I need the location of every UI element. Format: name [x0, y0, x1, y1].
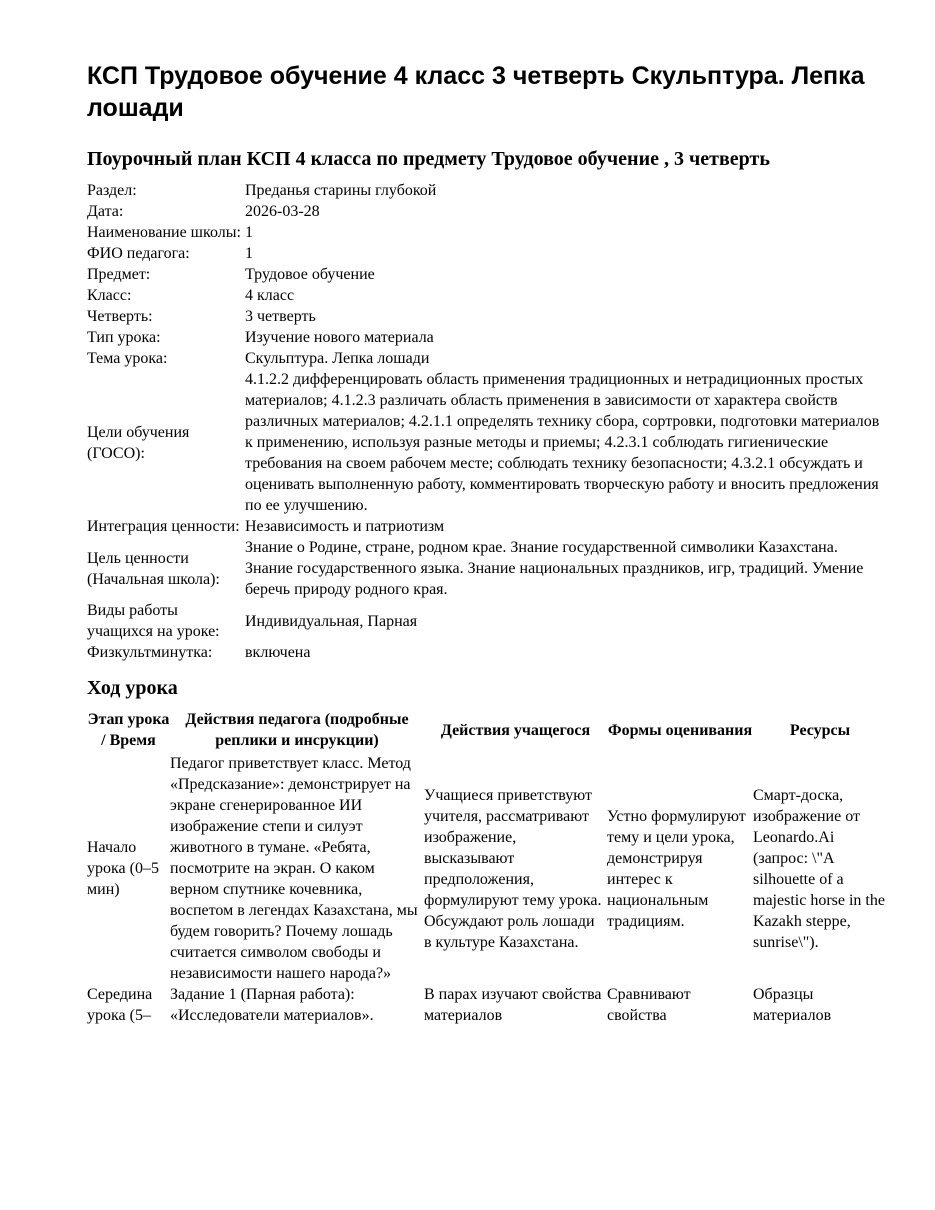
- lesson-steps-table: [87, 709, 887, 1026]
- info-label: Цели обучения (ГОСО):: [87, 423, 190, 462]
- info-value: Изучение нового материала: [245, 329, 434, 346]
- info-label: Дата:: [87, 203, 124, 220]
- table-cell: Устно формулируют тему и цели урока, демонстрируя интерес к национальным традициям.: [607, 807, 746, 930]
- info-row: [87, 516, 887, 537]
- column-header: Действия педагога (подробные реплики и инсрукции): [185, 711, 409, 749]
- info-label: Тип урока:: [87, 329, 161, 346]
- column-header: Формы оценивания: [607, 721, 753, 739]
- info-row: [87, 348, 887, 369]
- info-value: Независимость и патриотизм: [245, 518, 445, 535]
- info-label: Четверть:: [87, 308, 153, 325]
- info-value: Знание о Родине, стране, родном крае. Знание государственной символики Казахстана. Знание государственного языка. Знание национальных праздников, игр, традиций. Умение беречь природу родного края.: [245, 539, 864, 598]
- table-header-row: [87, 709, 887, 753]
- table-cell: Начало урока (0–5 мин): [87, 839, 159, 898]
- info-row: [87, 327, 887, 348]
- info-value: 1: [245, 224, 253, 241]
- info-value: Преданья старины глубокой: [245, 182, 437, 199]
- info-row: [87, 180, 887, 201]
- info-row: [87, 642, 887, 663]
- page-title: КСП Трудовое обучение 4 класс 3 четверть Скульптура. Лепка лошади: [87, 62, 865, 122]
- table-cell: Сравнивают свойства: [607, 986, 691, 1024]
- info-label: Наименование школы:: [87, 224, 241, 241]
- table-row: [87, 753, 887, 984]
- info-label: Цель ценности (Начальная школа):: [87, 549, 220, 588]
- info-value: 1: [245, 245, 253, 262]
- lesson-info-table: [87, 180, 887, 663]
- table-cell: Педагог приветствует класс. Метод «Предсказание»: демонстрирует на экране сгенерированное ИИ изображение степи и силуэт животного в тумане. «Ребята, посмотрите на экран. О каком верном спутнике кочевника, воспетом в легендах Казахстана, мы будем говорить? Почему лошадь считается символом свободы и независимости нашего народа?»: [170, 755, 418, 982]
- column-header: Ресурсы: [789, 721, 851, 739]
- info-label: ФИО педагога:: [87, 245, 190, 262]
- info-row: [87, 264, 887, 285]
- table-cell: В парах изучают свойства материалов: [424, 986, 602, 1024]
- info-value: 4.1.2.2 дифференцировать область применения традиционных и нетрадиционных простых материалов; 4.1.2.3 различать область применения в зависимости от характера свойств различных материалов; 4.2.1.1 определять технику сбора, сортровки, подготовки материалов к применению, используя разные методы и приемы; 4.2.3.1 соблюдать гигиенические требования на своем рабочем месте; соблюдать технику безопасности; 4.3.2.1 обсуждать и оценивать выполненную работу, комментировать творческую работу и вносить предложения по ее улучшению.: [245, 371, 880, 514]
- info-row: [87, 201, 887, 222]
- plan-subtitle: Поурочный план КСП 4 класса по предмету Трудовое обучение , 3 четверть: [87, 148, 770, 170]
- table-cell: Задание 1 (Парная работа): «Исследователи материалов».: [170, 986, 374, 1024]
- table-cell: Учащиеся приветствуют учителя, рассматривают изображение, высказывают предположения, формулируют тему урока. Обсуждают роль лошади в культуре Казахстана.: [424, 786, 602, 951]
- info-label: Виды работы учащихся на уроке:: [87, 602, 220, 640]
- info-row: [87, 306, 887, 327]
- info-row: [87, 369, 887, 516]
- info-label: Раздел:: [87, 182, 137, 199]
- column-header: Действия учащегося: [440, 721, 591, 739]
- info-value: включена: [245, 644, 311, 661]
- info-value: 4 класс: [245, 287, 295, 304]
- info-row: [87, 285, 887, 306]
- info-label: Предмет:: [87, 266, 151, 283]
- info-value: Скульптура. Лепка лошади: [245, 350, 430, 367]
- table-cell: Смарт-доска, изображение от Leonardo.Ai (запрос: \"A silhouette of a majestic horse in the Kazakh steppe, sunrise\").: [753, 786, 885, 951]
- table-cell: Образцы материалов: [753, 986, 832, 1024]
- info-row: [87, 600, 887, 642]
- column-header: Этап урока / Время: [87, 711, 170, 749]
- info-value: Индивидуальная, Парная: [245, 612, 418, 630]
- lesson-flow-heading: Ход урока: [87, 677, 178, 699]
- document-page: [87, 60, 887, 1026]
- info-value: Трудовое обучение: [245, 266, 375, 283]
- table-row: [87, 984, 887, 1026]
- info-row: [87, 222, 887, 243]
- table-cell: Середина урока (5–: [87, 986, 153, 1024]
- info-value: 2026-03-28: [245, 203, 320, 220]
- info-label: Класс:: [87, 287, 132, 304]
- info-row: [87, 537, 887, 600]
- info-value: 3 четверть: [245, 308, 316, 325]
- info-label: Физкультминутка:: [87, 644, 213, 661]
- info-label: Тема урока:: [87, 350, 168, 367]
- info-row: [87, 243, 887, 264]
- info-label: Интеграция ценности:: [87, 518, 240, 535]
